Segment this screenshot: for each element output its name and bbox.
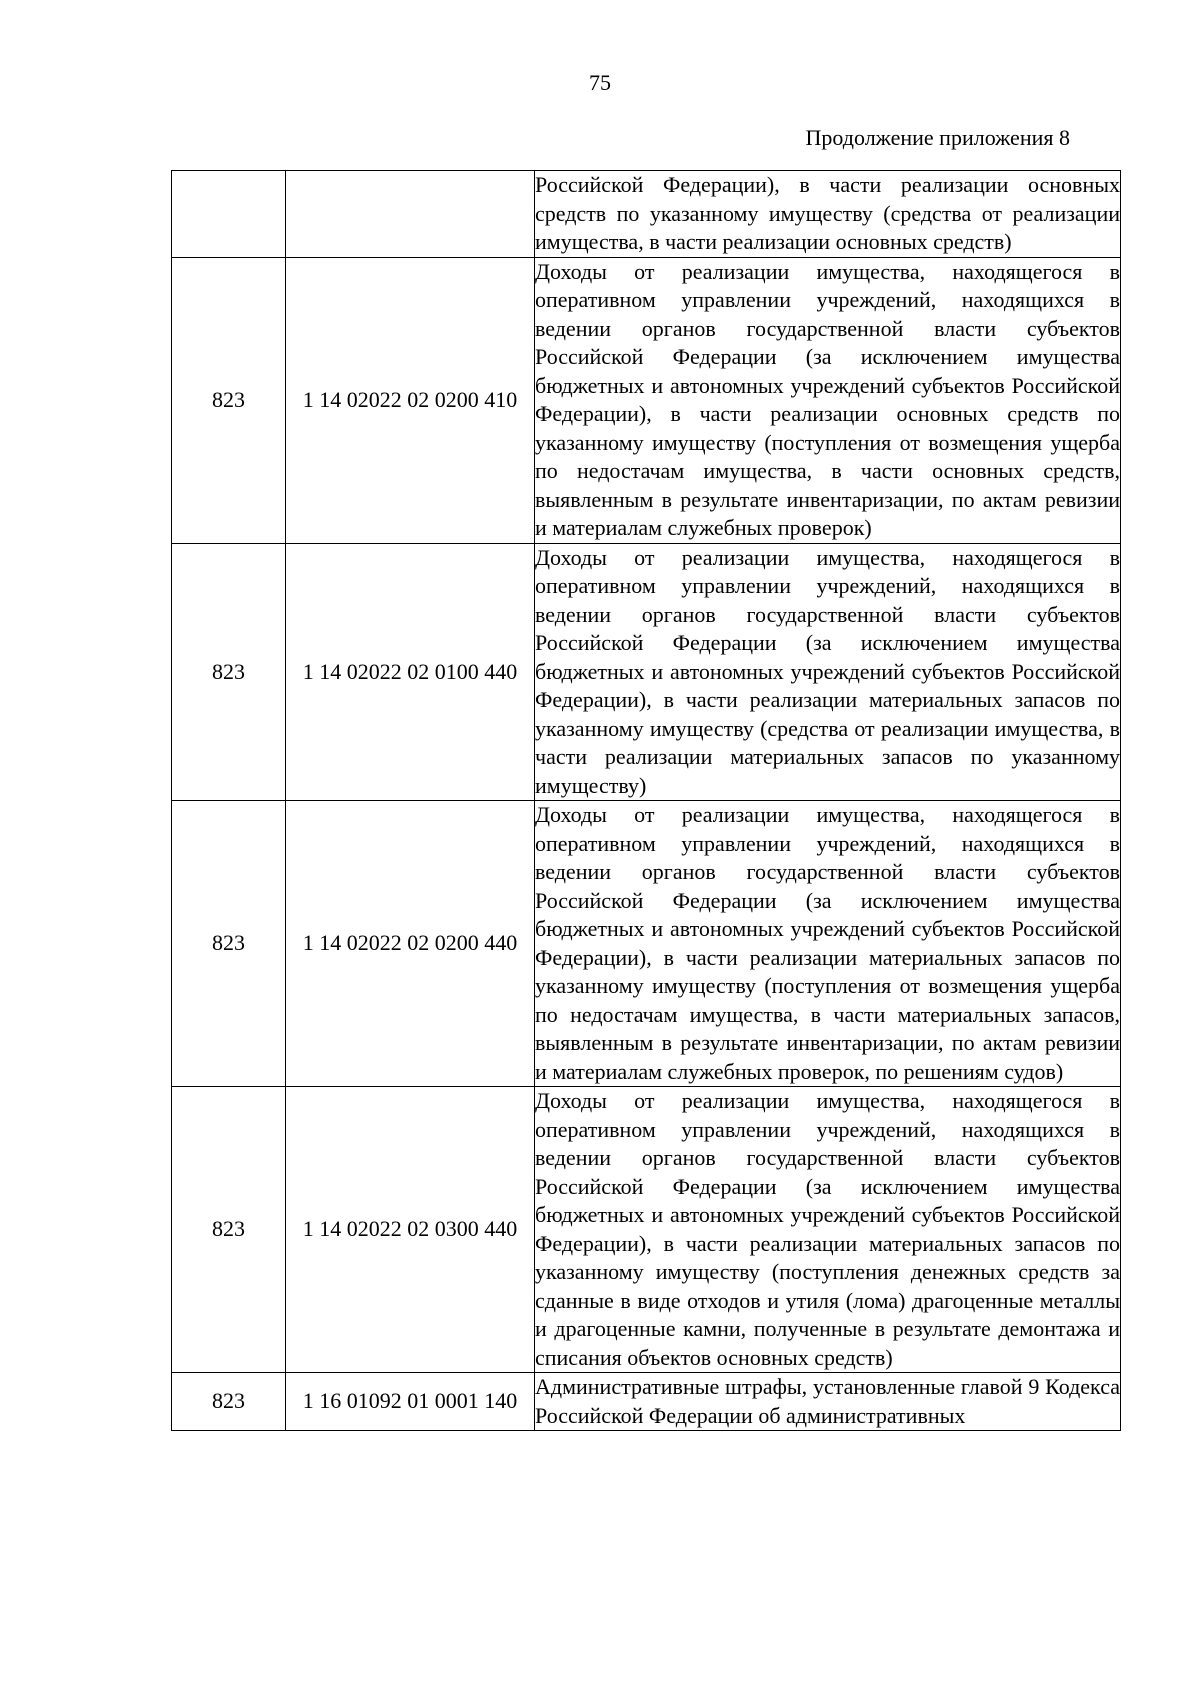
- description-text: Доходы от реализации имущества, находящегося в оперативном управлении учреждений, находящихся в ведении органов государственной власти субъектов Российской Федерации (за исключением имущества бюджетных и автономных учреждений субъектов Российской Федерации), в части реализации основных средств по указанному имуществу (поступления от возмещения ущерба по недостачам имущества, в части основных средств, выявленным в результате инвентаризации, по актам ревизии и материалам служебных проверок): [535, 258, 1120, 540]
- budget-code-cell: 1 14 02022 02 0300 440: [286, 1087, 535, 1373]
- budget-code-cell: 1 14 02022 02 0100 440: [286, 543, 535, 801]
- budget-code-cell: 1 14 02022 02 0200 440: [286, 801, 535, 1087]
- description-text: Доходы от реализации имущества, находящегося в оперативном управлении учреждений, находящихся в ведении органов государственной власти субъектов Российской Федерации (за исключением имущества бюджетных и автономных учреждений субъектов Российской Федерации), в части реализации материальных запасов по указанному имуществу (поступления от возмещения ущерба по недостачам имущества, в части материальных запасов, выявленным в результате инвентаризации, по актам ревизии и материалам служебных проверок, по решениям судов): [535, 802, 1120, 1084]
- admin-code-cell: 823: [172, 1373, 286, 1431]
- budget-code-cell: 1 14 02022 02 0200 410: [286, 257, 535, 543]
- description-cell: [535, 257, 1121, 543]
- table-row: [172, 257, 1121, 543]
- description-cell: [535, 543, 1121, 801]
- budget-code-cell: [286, 171, 535, 258]
- table-row: [172, 801, 1121, 1087]
- admin-code-cell: 823: [172, 1087, 286, 1373]
- description-cell: [535, 801, 1121, 1087]
- revenue-codes-table: [171, 170, 1121, 1431]
- admin-code-cell: 823: [172, 257, 286, 543]
- admin-code-cell: [172, 171, 286, 258]
- appendix-title: Продолжение приложения 8: [805, 125, 1070, 150]
- table-row: [172, 1373, 1121, 1431]
- description-cell: [535, 171, 1121, 258]
- admin-code-cell: 823: [172, 543, 286, 801]
- table-row: [172, 1087, 1121, 1373]
- table-row: [172, 171, 1121, 258]
- description-text: Доходы от реализации имущества, находящегося в оперативном управлении учреждений, находящихся в ведении органов государственной власти субъектов Российской Федерации (за исключением имущества бюджетных и автономных учреждений субъектов Российской Федерации), в части реализации материальных запасов по указанному имуществу (средства от реализации имущества, в части реализации материальных запасов по указанному имуществу): [535, 544, 1120, 798]
- description-text: Административные штрафы, установленные главой 9 Кодекса Российской Федерации об административных: [535, 1374, 1120, 1428]
- description-cell: [535, 1373, 1121, 1431]
- admin-code-cell: 823: [172, 801, 286, 1087]
- budget-code-cell: 1 16 01092 01 0001 140: [286, 1373, 535, 1431]
- table-row: [172, 543, 1121, 801]
- description-cell: [535, 1087, 1121, 1373]
- description-text: Российской Федерации), в части реализации основных средств по указанному имуществу (средства от реализации имущества, в части реализации основных средств): [535, 172, 1120, 254]
- page-number: 75: [589, 70, 611, 95]
- description-text: Доходы от реализации имущества, находящегося в оперативном управлении учреждений, находящихся в ведении органов государственной власти субъектов Российской Федерации (за исключением имущества бюджетных и автономных учреждений субъектов Российской Федерации), в части реализации материальных запасов по указанному имуществу (поступления денежных средств за сданные в виде отходов и утиля (лома) драгоценные металлы и драгоценные камни, полученные в результате демонтажа и списания объектов основных средств): [535, 1088, 1120, 1370]
